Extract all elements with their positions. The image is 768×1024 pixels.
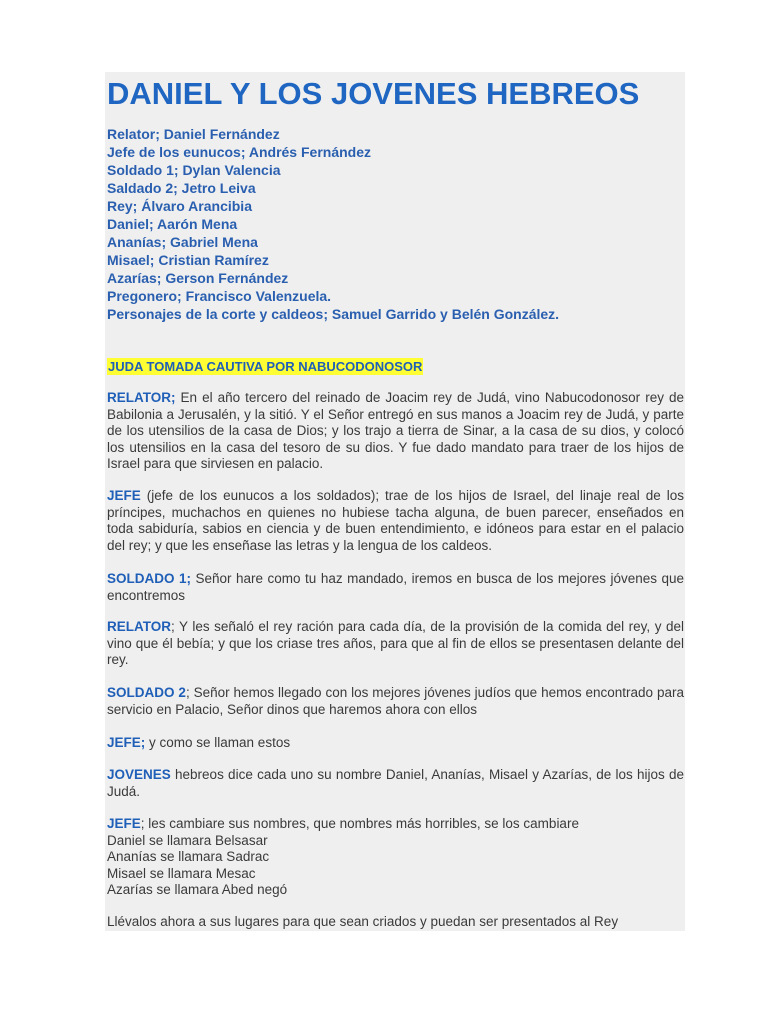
- dialogue-text: ; Y les señaló el rey ración para cada día, de la provisión de la comida del rey, y del vino que él bebía; y que los criase tres años, para que al fin de ellos se presentasen delante del rey.: [107, 619, 684, 667]
- speaker-label: JEFE: [107, 488, 141, 503]
- closing-line: Llévalos ahora a sus lugares para que sean criados y puedan ser presentados al Rey: [107, 914, 619, 929]
- speaker-label: JEFE;: [107, 735, 146, 750]
- speaker-label: SOLDADO 2: [107, 685, 186, 700]
- renaming-line: Ananías se llamara Sadrac: [107, 849, 270, 864]
- dialogue-text: (jefe de los eunucos a los soldados); trae de los hijos de Israel, del linaje real de los príncipes, muchachos en quienes no hubiese tacha alguna, de buen parecer, enseñados en toda sabiduría, sabios en ciencia y de buen entendimiento, e idóneos para estar en el palacio del rey; y que les enseñase las letras y la lengua de los caldeos.: [107, 488, 684, 553]
- cast-item: Relator; Daniel Fernández: [107, 126, 280, 142]
- dialogue-text: ; Señor hemos llegado con los mejores jóvenes judíos que hemos encontrado para servicio en Palacio, Señor dinos que haremos ahora con ellos: [107, 685, 684, 717]
- dialogue-paragraph: [107, 767, 684, 800]
- speaker-label: SOLDADO 1;: [107, 571, 192, 586]
- cast-item: Azarías; Gerson Fernández: [107, 270, 289, 286]
- cast-item: Personajes de la corte y caldeos; Samuel Garrido y Belén González.: [107, 306, 560, 322]
- dialogue-paragraph: [107, 488, 684, 554]
- cast-item: Jefe de los eunucos; Andrés Fernández: [107, 144, 371, 160]
- speaker-label: JOVENES: [107, 767, 171, 782]
- cast-item: Rey; Álvaro Arancibia: [107, 198, 252, 214]
- speaker-label: RELATOR: [107, 619, 171, 634]
- dialogue-text: ; les cambiare sus nombres, que nombres más horribles, se los cambiare: [140, 816, 579, 831]
- cast-item: Ananías; Gabriel Mena: [107, 234, 258, 250]
- dialogue-text: Señor hare como tu haz mandado, iremos en busca de los mejores jóvenes que encontremos: [107, 571, 684, 603]
- renaming-line: Misael se llamara Mesac: [107, 865, 256, 881]
- dialogue-paragraph: [107, 619, 684, 669]
- dialogue-text: hebreos dice cada uno su nombre Daniel, Ananías, Misael y Azarías, de los hijos de Judá.: [107, 767, 684, 799]
- cast-item: Saldado 2; Jetro Leiva: [107, 180, 256, 196]
- document-page: [105, 72, 685, 931]
- cast-item: Daniel; Aarón Mena: [107, 216, 238, 232]
- renaming-line: Daniel se llamara Belsasar: [107, 832, 268, 848]
- dialogue-text: y como se llaman estos: [145, 735, 291, 750]
- renaming-line: [107, 816, 579, 833]
- dialogue-text: En el año tercero del reinado de Joacim rey de Judá, vino Nabucodonosor rey de Babilonia a Jerusalén, y la sitió. Y el Señor entregó en sus manos a Joacim rey de Judá, y parte de los utensilios de la casa de Dios; y los trajo a tierra de Sinar, a la casa de su dios, y colocó los utensilios en la casa del tesoro de su dios. Y fue dado mandato para traer de los hijos de Israel para que sirviesen en palacio.: [107, 390, 684, 471]
- cast-item: Soldado 1; Dylan Valencia: [107, 162, 281, 178]
- dialogue-paragraph: [107, 571, 684, 604]
- speaker-label: RELATOR;: [107, 390, 176, 405]
- cast-list: [107, 125, 559, 323]
- speaker-label: JEFE: [107, 816, 141, 831]
- cast-item: Misael; Cristian Ramírez: [107, 252, 269, 268]
- renaming-block: [107, 816, 579, 899]
- dialogue-paragraph: [107, 685, 684, 718]
- cast-item: Pregonero; Francisco Valenzuela.: [107, 288, 332, 304]
- dialogue-paragraph: [107, 390, 684, 473]
- dialogue-paragraph: [107, 735, 684, 752]
- section-heading: JUDA TOMADA CAUTIVA POR NABUCODONOSOR: [108, 359, 423, 374]
- renaming-line: Azarías se llamara Abed negó: [107, 882, 288, 897]
- document-title: DANIEL Y LOS JOVENES HEBREOS: [107, 76, 640, 111]
